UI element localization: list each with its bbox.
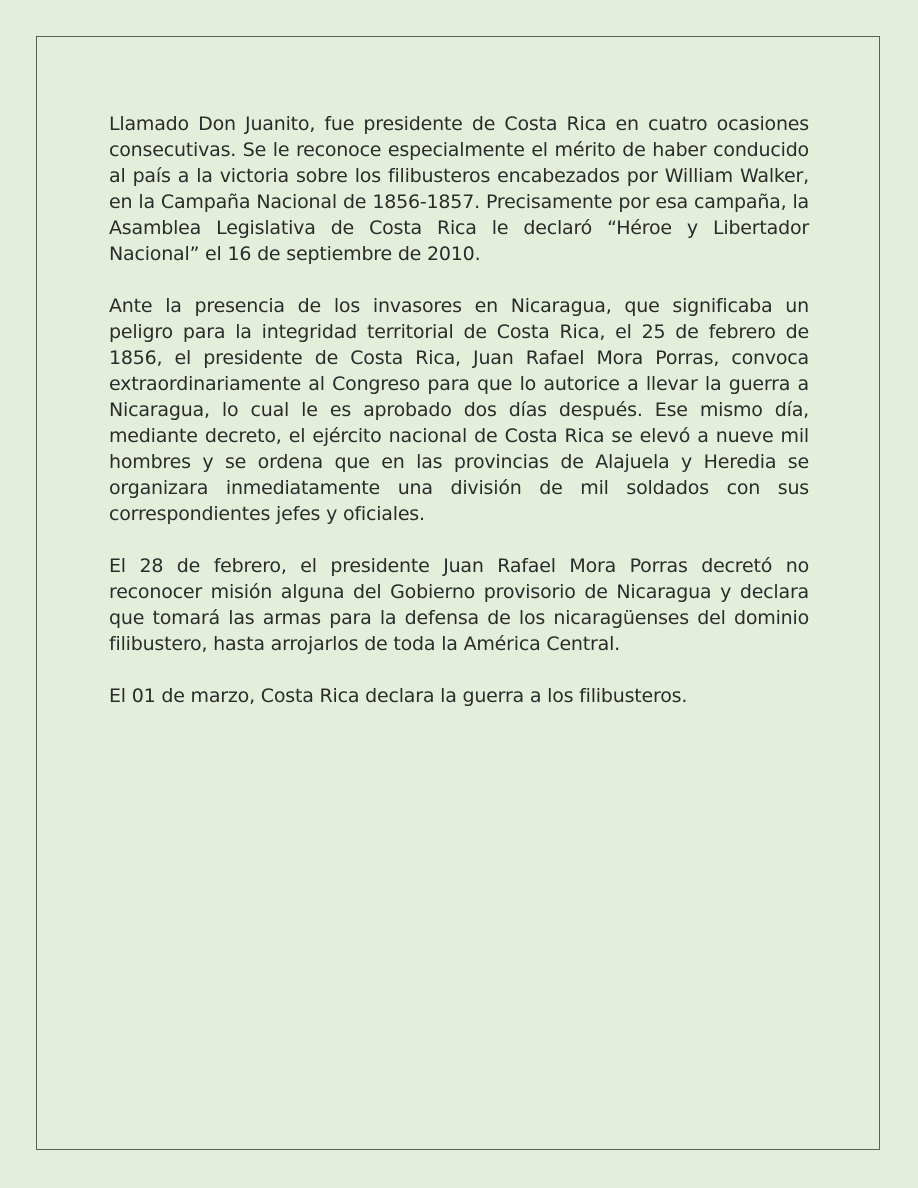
paragraph-invasores: Ante la presencia de los invasores en Nicaragua, que significaba un peligro para la integridad territorial de Costa Rica, el 25 de febrero de 1856, el presidente de Costa Rica, Juan Rafael Mora Porras, convoca extraordinariamente al Congreso para que lo autorice a llevar la guerra a Nicaragua, lo cual le es aprobado dos días después. Ese mismo día, mediante decreto, el ejército nacional de Costa Rica se elevó a nueve mil hombres y se ordena que en las provincias de Alajuela y Heredia se organizara inmediatamente una división de mil soldados con sus correspondientes jefes y oficiales.	[109, 295, 809, 525]
page-border	[36, 36, 880, 1150]
document-body	[109, 111, 809, 735]
paragraph-28-febrero: El 28 de febrero, el presidente Juan Rafael Mora Porras decretó no reconocer misión alguna del Gobierno provisorio de Nicaragua y declara que tomará las armas para la defensa de los nicaragüenses del dominio filibustero, hasta arrojarlos de toda la América Central.	[109, 555, 809, 655]
paragraph-01-marzo: El 01 de marzo, Costa Rica declara la guerra a los filibusteros.	[109, 685, 688, 707]
paragraph-don-juanito: Llamado Don Juanito, fue presidente de Costa Rica en cuatro ocasiones consecutivas. Se le reconoce especialmente el mérito de haber conducido al país a la victoria sobre los filibusteros encabezados por William Walker, en la Campaña Nacional de 1856-1857. Precisamente por esa campaña, la Asamblea Legislativa de Costa Rica le declaró “Héroe y Libertador Nacional” el 16 de septiembre de 2010.	[109, 113, 809, 265]
